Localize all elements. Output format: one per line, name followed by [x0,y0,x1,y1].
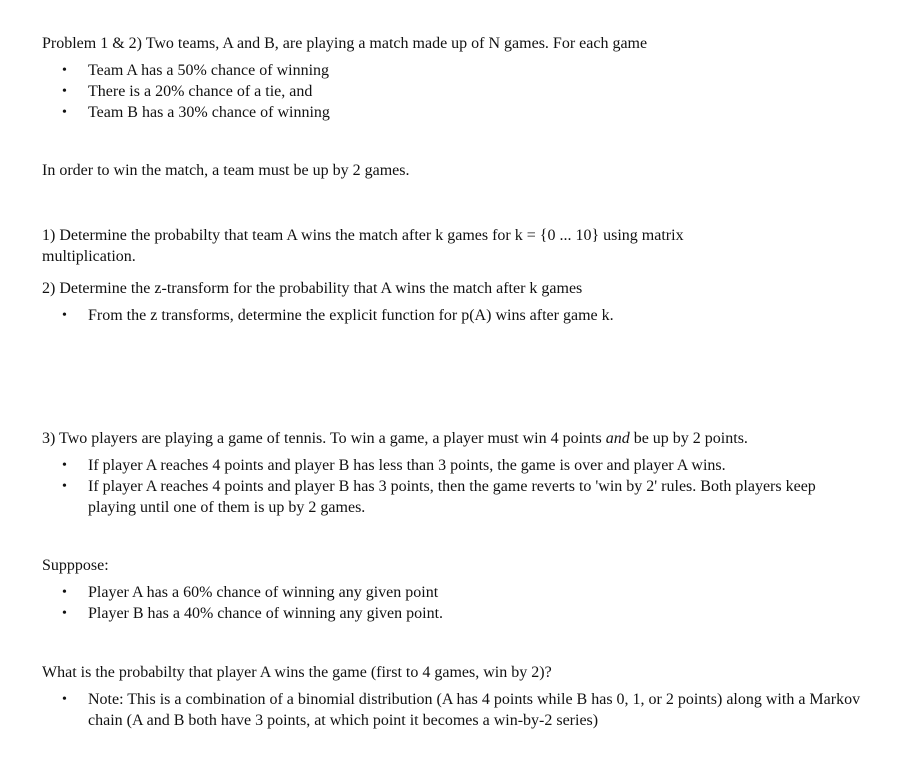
final-question-text: What is the probabilty that player A wins the game (first to 4 games, win by 2)? [42,664,552,681]
list-item: • Note: This is a combination of a binomial distribution (A has 4 points while B has 0, 1, or 2 points) along with a Markov chain (A and B both have 3 points, at which point it becomes a win-by-2 series) [62,691,861,729]
list-item: • There is a 20% chance of a tie, and [62,83,313,100]
bullet-icon: • [62,105,67,120]
question-1-section [42,225,772,267]
list-item: • Player A has a 60% chance of winning any given point [62,584,439,601]
bullet-icon: • [62,692,67,707]
question-2-text: 2) Determine the z-transform for the probability that A wins the match after k games [42,280,583,297]
final-question-section [42,662,862,731]
suppose-section [42,555,443,624]
problem-intro-heading: Problem 1 & 2) Two teams, A and B, are playing a match made up of N games. For each game [42,35,648,52]
question-2-list [42,305,614,326]
list-item: • From the z transforms, determine the explicit function for p(A) wins after game k. [62,307,614,324]
bullet-icon: • [62,308,67,323]
bullet-icon: • [62,585,67,600]
list-item: • Player B has a 40% chance of winning any given point. [62,605,444,622]
win-rule-text: In order to win the match, a team must be up by 2 games. [42,162,410,179]
tennis-rules-list [42,455,852,518]
final-note-list [42,689,862,731]
team-odds-list [42,60,647,123]
bullet-icon: • [62,84,67,99]
problem-intro-section [42,33,647,123]
bullet-icon: • [62,606,67,621]
win-rule-section [42,160,409,181]
list-item: • Team B has a 30% chance of winning [62,104,330,121]
bullet-icon: • [62,458,67,473]
bullet-icon: • [62,63,67,78]
bullet-icon: • [62,479,67,494]
question-3-text: 3) Two players are playing a game of tennis. To win a game, a player must win 4 points and be up by 2 points. [42,430,748,447]
question-2-section [42,278,614,326]
player-odds-list [42,582,443,624]
list-item: • Team A has a 50% chance of winning [62,62,330,79]
list-item: • If player A reaches 4 points and player B has 3 points, then the game reverts to 'win by 2' rules. Both players keep playing until one of them is up by 2 games. [62,478,816,516]
question-3-section [42,428,852,518]
suppose-label: Supppose: [42,557,109,574]
list-item: • If player A reaches 4 points and player B has less than 3 points, the game is over and player A wins. [62,457,726,474]
question-1-text: 1) Determine the probabilty that team A wins the match after k games for k = {0 ... 10} using matrix multiplication. [42,227,684,265]
